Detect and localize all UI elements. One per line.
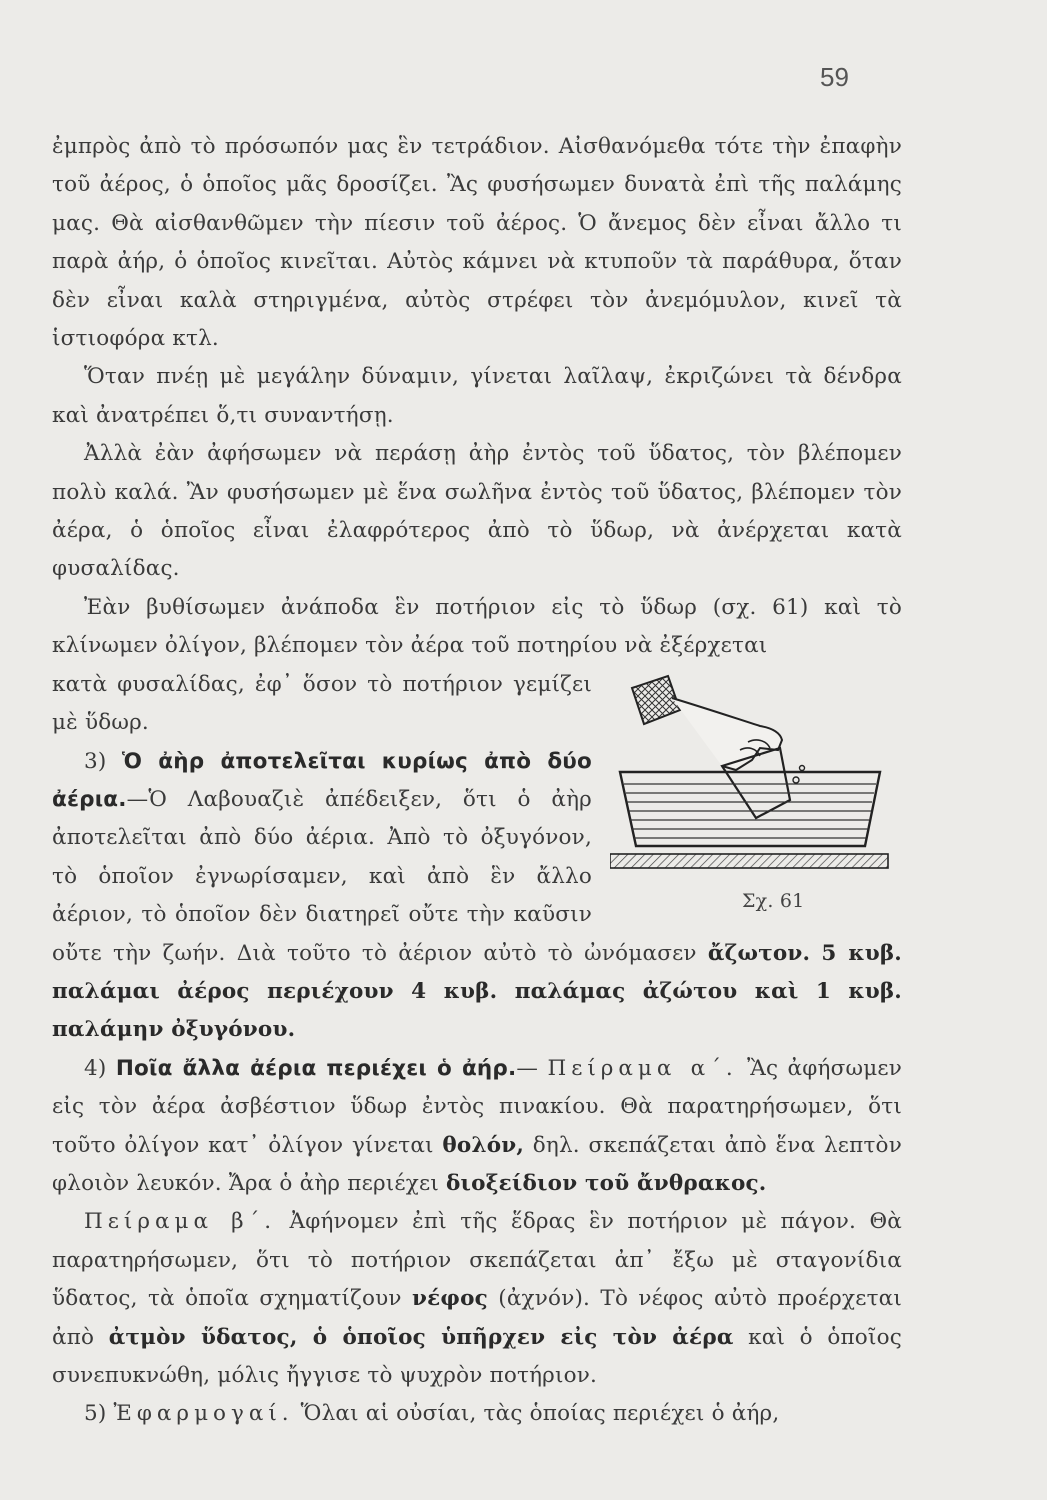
section-5-number: 5) bbox=[84, 1401, 107, 1427]
hand-glass-in-water-illustration bbox=[610, 668, 892, 878]
section-5-label: Ἐφαρμογαί. bbox=[113, 1401, 294, 1427]
paragraph-2: Ὅταν πνέῃ μὲ μεγάλην δύναμιν, γίνεται λαῖλαψ, ἐκριζώνει τὰ δένδρα καὶ ἀνατρέπει ὅ,τι συναντήσῃ. bbox=[52, 364, 902, 428]
paragraph-4b: κατὰ φυσαλίδας, ἐφ᾿ ὅσον τὸ ποτήριον γεμίζει μὲ ὕδωρ. bbox=[52, 671, 592, 736]
paragraph-1: ἐμπρὸς ἀπὸ τὸ πρόσωπόν μας ἓν τετράδιον. Αἰσθανόμεθα τότε τὴν ἐπαφὴν τοῦ ἀέρος, ὁ ὁποῖος μᾶς δροσίζει. Ἂς φυσήσωμεν δυνατὰ ἐπὶ τῆς παλάμης μας. Θὰ αἰσθανθῶμεν τὴν πίεσιν τοῦ ἀέρος. Ὁ ἄνεμος δὲν εἶναι ἄλλο τι παρὰ ἀήρ, ὁ ὁποῖος κινεῖται. Αὐτὸς κάμνει νὰ κτυποῦν τὰ παράθυρα, ὅταν δὲν εἶναι καλὰ στηριγμένα, αὐτὸς στρέφει τὸν ἀνεμόμυλον, κινεῖ τὰ ἱστιοφόρα κτλ. bbox=[52, 134, 902, 352]
section-4-dash: — bbox=[516, 1055, 539, 1081]
section-4-number: 4) bbox=[84, 1055, 107, 1081]
experiment-b-label: Πείραμα β΄. bbox=[84, 1209, 277, 1235]
section-3-number: 3) bbox=[84, 748, 107, 774]
experiment-b-text-3: καὶ ὁ ὁποῖος συνεπυκνώθη, μόλις ἤγγισε τὸ ψυχρὸν ποτήριον. bbox=[52, 1324, 902, 1388]
experiment-b-bold: ἀτμὸν ὕδατος, ὁ ὁποῖος ὑπῆρχεν εἰς τὸν ἀέρα bbox=[108, 1324, 734, 1350]
section-3-bold: 5 κυβ. παλάμαι ἀέρος περιέχουν 4 κυβ. παλάμας ἀζώτου καὶ 1 κυβ. παλάμην ὀξυγόνου. bbox=[52, 940, 902, 1043]
figure-61 bbox=[602, 668, 902, 920]
section-4 bbox=[52, 1050, 902, 1204]
page-number: 59 bbox=[820, 62, 849, 92]
experiment-a-text-1: Ἂς ἀφήσωμεν εἰς τὸν ἀέρα ἀσβέστιον ὕδωρ ἐντὸς πινακίου. Θὰ παρατηρήσωμεν, ὅτι τοῦτο ὀλίγον κατ᾿ ὀλίγον γίνεται bbox=[52, 1055, 902, 1158]
page-text bbox=[52, 128, 902, 1434]
experiment-b bbox=[52, 1203, 902, 1395]
section-3-heading: Ὁ ἀὴρ ἀποτελεῖται κυρίως ἀπὸ δύο ἀέρια. bbox=[52, 748, 592, 812]
paragraph-4a: Ἐὰν βυθίσωμεν ἀνάποδα ἓν ποτήριον εἰς τὸ ὕδωρ (σχ. 61) καὶ τὸ κλίνωμεν ὀλίγον, βλέπομεν τὸν ἀέρα τοῦ ποτηρίου νὰ ἐξέρχεται bbox=[52, 594, 902, 659]
paragraph-3: Ἀλλὰ ἐὰν ἀφήσωμεν νὰ περάσῃ ἀὴρ ἐντὸς τοῦ ὕδατος, τὸν βλέπομεν πολὺ καλά. Ἂν φυσήσωμεν μὲ ἕνα σωλῆνα ἐντὸς τοῦ ὕδατος, βλέπομεν τὸν ἀέρα, ὁ ὁποῖος εἶναι ἐλαφρότερος ἀπὸ τὸ ὕδωρ, νὰ ἀνέρχεται κατὰ φυσαλίδας. bbox=[52, 441, 902, 582]
experiment-a-text-2: δηλ. σκεπάζεται ἀπὸ ἕνα λεπτὸν φλοιὸν λευκόν. Ἄρα ὁ ἀὴρ περιέχει bbox=[52, 1132, 902, 1196]
figure-caption: Σχ. 61 bbox=[742, 889, 805, 912]
experiment-a-label: Πείραμα α΄. bbox=[547, 1055, 738, 1081]
experiment-b-text-1: Ἀφήνομεν ἐπὶ τῆς ἕδρας ἓν ποτήριον μὲ πάγον. Θὰ παρατηρήσωμεν, ὅτι τὸ ποτήριον σκεπάζεται ἀπ᾿ ἔξω μὲ σταγονίδια ὕδατος, τὰ ὁποῖα σχηματίζουν bbox=[52, 1209, 902, 1312]
section-5 bbox=[52, 1395, 902, 1433]
section-5-text: Ὅλαι αἱ οὐσίαι, τὰς ὁποίας περιέχει ὁ ἀήρ, bbox=[300, 1401, 780, 1427]
section-3-text: —Ὁ Λαβουαζιὲ ἀπέδειξεν, ὅτι ὁ ἀὴρ ἀποτελεῖται ἀπὸ δύο ἀέρια. Ἀπὸ τὸ ὀξυγόνον, τὸ ὁποῖον ἐγνωρίσαμεν, καὶ ἀπὸ ἓν ἄλλο ἀέριον, τὸ ὁποῖον δὲν διατηρεῖ οὔτε τὴν καῦσιν οὔτε τὴν ζωήν. Διὰ τοῦτο τὸ ἀέριον αὐτὸ τὸ ὠνόμασεν bbox=[52, 786, 697, 966]
experiment-b-text-2: (ἀχνόν). Τὸ νέφος αὐτὸ προέρχεται ἀπὸ bbox=[52, 1286, 903, 1350]
experiment-a-bold: διοξείδιον τοῦ ἄνθρακος. bbox=[446, 1170, 767, 1196]
section-3-azoton: ἄζωτον. bbox=[707, 940, 811, 966]
section-4-heading: Ποῖα ἄλλα ἀέρια περιέχει ὁ ἀήρ. bbox=[115, 1055, 517, 1081]
experiment-b-nefos: νέφος bbox=[412, 1286, 488, 1312]
experiment-a-tholon: θολόν, bbox=[442, 1132, 525, 1158]
